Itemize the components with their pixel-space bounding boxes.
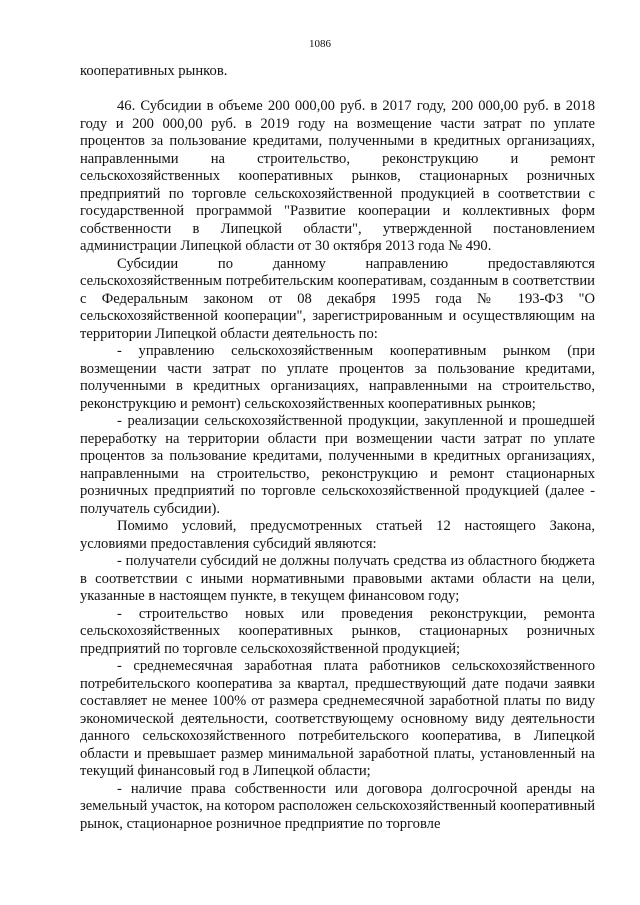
list-item-condition-construction: - строительство новых или проведения реконструкции, ремонта сельскохозяйственных кооперативных рынков, стационарных розничных предприятий по торговле сельскохозяйственной продукцией; (80, 605, 595, 657)
list-item-product-sales: - реализации сельскохозяйственной продукции, закупленной и прошедшей переработку на территории области при возмещении части затрат по уплате процентов за пользование кредитами, полученными в кредитных организациях, направленными на строительство, реконструкцию и ремонт стационарных розничных предприятий по торговле сельскохозяйственной продукцией (далее - получатель субсидии). (80, 413, 595, 517)
list-item-condition-land-rights: - наличие права собственности или договора долгосрочной аренды на земельный участок, на котором расположен сельскохозяйственный кооперативный рынок, стационарное розничное предприятие по торговле (80, 780, 596, 832)
list-item-market-management: - управлению сельскохозяйственным кооперативным рынком (при возмещении части затрат по уплате процентов за пользование кредитами, полученными в кредитных организациях, направленными на строительство, реконструкцию и ремонт) сельскохозяйственных кооперативных рынков; (80, 343, 595, 412)
list-item-condition-salary: - среднемесячная заработная плата работников сельскохозяйственного потребительского кооператива за квартал, предшествующий дате подачи заявки составляет не менее 100% от размера среднемесячной заработной платы по виду экономической деятельности, соответствующему основному виду деятельности данного сельскохозяйственного потребительского кооператива, в Липецкой области и превышает размер минимальной заработной платы, установленный на текущий финансовый год в Липецкой области; (80, 658, 595, 779)
paragraph-item-46: 46. Субсидии в объеме 200 000,00 руб. в 2017 году, 200 000,00 руб. в 2018 году и 200 000,00 руб. в 2019 году на возмещение части затрат по уплате процентов за пользование кредитами, полученными в кредитных организациях, направленными на строительство, реконструкцию и ремонт сельскохозяйственных кооперативных рынков, стационарных розничных предприятий по торговле сельскохозяйственной продукцией в соответствии с государственной программой "Развитие кооперации и коллективных форм собственности в Липецкой области", утвержденной постановлением администрации Липецкой области от 30 октября 2013 года № 490. (80, 98, 595, 254)
paragraph-subsidy-recipients: Субсидии по данному направлению предоставляются сельскохозяйственным потребительским кооперативам, созданным в соответствии с Федеральным законом от 08 декабря 1995 года № 193-ФЗ "О сельскохозяйственной кооперации", зарегистрированным и осуществляющим на территории Липецкой области деятельность по: (80, 255, 595, 342)
page-number: 1086 (309, 38, 331, 50)
paragraph-conditions: Помимо условий, предусмотренных статьей 12 настоящего Закона, условиями предоставления субсидий являются: (80, 518, 595, 552)
list-item-condition-no-other-funds: - получатели субсидий не должны получать средства из областного бюджета в соответствии с иными нормативными правовыми актами области на цели, указанные в настоящем пункте, в текущем финансовом году; (80, 553, 595, 604)
paragraph-continuation: кооперативных рынков. (80, 63, 228, 79)
document-body (80, 63, 595, 833)
